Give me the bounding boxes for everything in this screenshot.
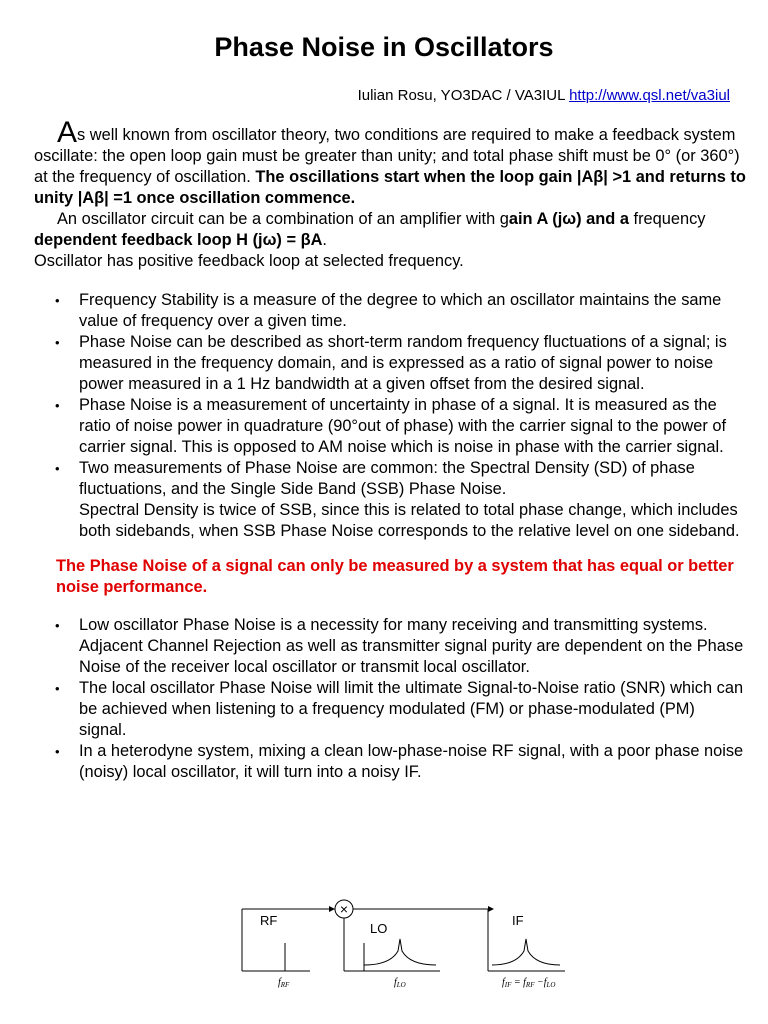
- list-item: [34, 458, 746, 542]
- list-item: • In a heterodyne system, mixing a clean low-phase-noise RF signal, with a poor phase noise (noisy) local oscillator, it will turn into a noisy IF.: [34, 741, 746, 783]
- bullet-list-2: [34, 615, 746, 783]
- page-title: Phase Noise in Oscillators: [214, 32, 554, 62]
- article-body: [34, 116, 746, 783]
- intro-p2-b: frequency: [628, 210, 706, 228]
- heterodyne-mixing-diagram: [230, 893, 570, 993]
- mixer-symbol: ×: [339, 901, 349, 917]
- intro-paragraph-1: [34, 116, 746, 209]
- list-item: • The local oscillator Phase Noise will limit the ultimate Signal-to-Noise ratio (SNR) which can be achieved when listening to a frequency modulated (FM) or phase-modulated (PM) signal.: [34, 678, 746, 741]
- f-if-equation: $f_{IF} = f_{RF} -f_{LO}$: [502, 977, 556, 989]
- rf-label: RF: [260, 913, 278, 928]
- bullet-list-1: [34, 290, 746, 542]
- intro-p2-c: .: [322, 231, 327, 249]
- lo-noise-curve: [364, 939, 436, 965]
- author-line: [358, 87, 730, 104]
- highlight-note: The Phase Noise of a signal can only be measured by a system that has equal or better noise performance.: [56, 557, 734, 596]
- arrow-to-if: [488, 906, 494, 912]
- intro-paragraph-2: [34, 209, 746, 251]
- list-item: • Low oscillator Phase Noise is a necessity for many receiving and transmitting systems. Adjacent Channel Rejection as well as transmitter signal purity are dependent on the Phase Noise of the receiver local oscillator or transmit local oscillator.: [34, 615, 746, 678]
- list-item: • Frequency Stability is a measure of the degree to which an oscillator maintains the same value of frequency over a given time.: [34, 290, 746, 332]
- arrow-to-mixer: [329, 906, 335, 912]
- if-noise-curve: [492, 939, 560, 965]
- author-url-link[interactable]: http://www.qsl.net/va3iul: [569, 87, 730, 104]
- intro-section: [34, 116, 746, 272]
- intro-p2-bold2: dependent feedback loop H (jω) = βA: [34, 231, 323, 249]
- f-rf-label: $f_{RF}$: [278, 977, 290, 989]
- list-item-continuation: Spectral Density is twice of SSB, since this is related to total phase change, which includes both sidebands, when SSB Phase Noise corresponds to the relative level on one sideband.: [79, 501, 740, 540]
- lo-label: LO: [370, 921, 388, 936]
- if-label: IF: [512, 913, 524, 928]
- intro-p1-bold: The oscillations start when the loop gain |Aβ| >1 and returns to unity |Aβ| =1 once oscillation commence.: [34, 168, 746, 207]
- intro-paragraph-3: Oscillator has positive feedback loop at selected frequency.: [34, 252, 464, 270]
- list-item: • Phase Noise can be described as short-term random frequency fluctuations of a signal; is measured in the frequency domain, and is expressed as a ratio of signal power to noise power measured in a 1 Hz bandwidth at a given offset from the desired signal.: [34, 332, 746, 395]
- list-item: • Phase Noise is a measurement of uncertainty in phase of a signal. It is measured as the ratio of noise power in quadrature (90°out of phase) with the carrier signal to the power of carrier signal. This is opposed to AM noise which is noise in phase with the carrier signal.: [34, 395, 746, 458]
- intro-p1-text: s well known from oscillator theory, two conditions are required to make a feedback system oscillate: the open loop gain must be greater than unity; and total phase shift must be 0° (or 360°) at the frequency of oscillation.: [34, 126, 740, 186]
- author-name: Iulian Rosu, YO3DAC / VA3IUL: [357, 87, 565, 104]
- list-item-text: Two measurements of Phase Noise are common: the Spectral Density (SD) of phase fluctuations, and the Single Side Band (SSB) Phase Noise.: [79, 459, 695, 498]
- intro-p2-a: An oscillator circuit can be a combination of an amplifier with g: [57, 210, 509, 228]
- f-lo-label: $f_{LO}$: [394, 977, 406, 989]
- drop-cap: A: [57, 116, 78, 149]
- intro-p2-bold1: ain A (jω) and a: [508, 210, 629, 228]
